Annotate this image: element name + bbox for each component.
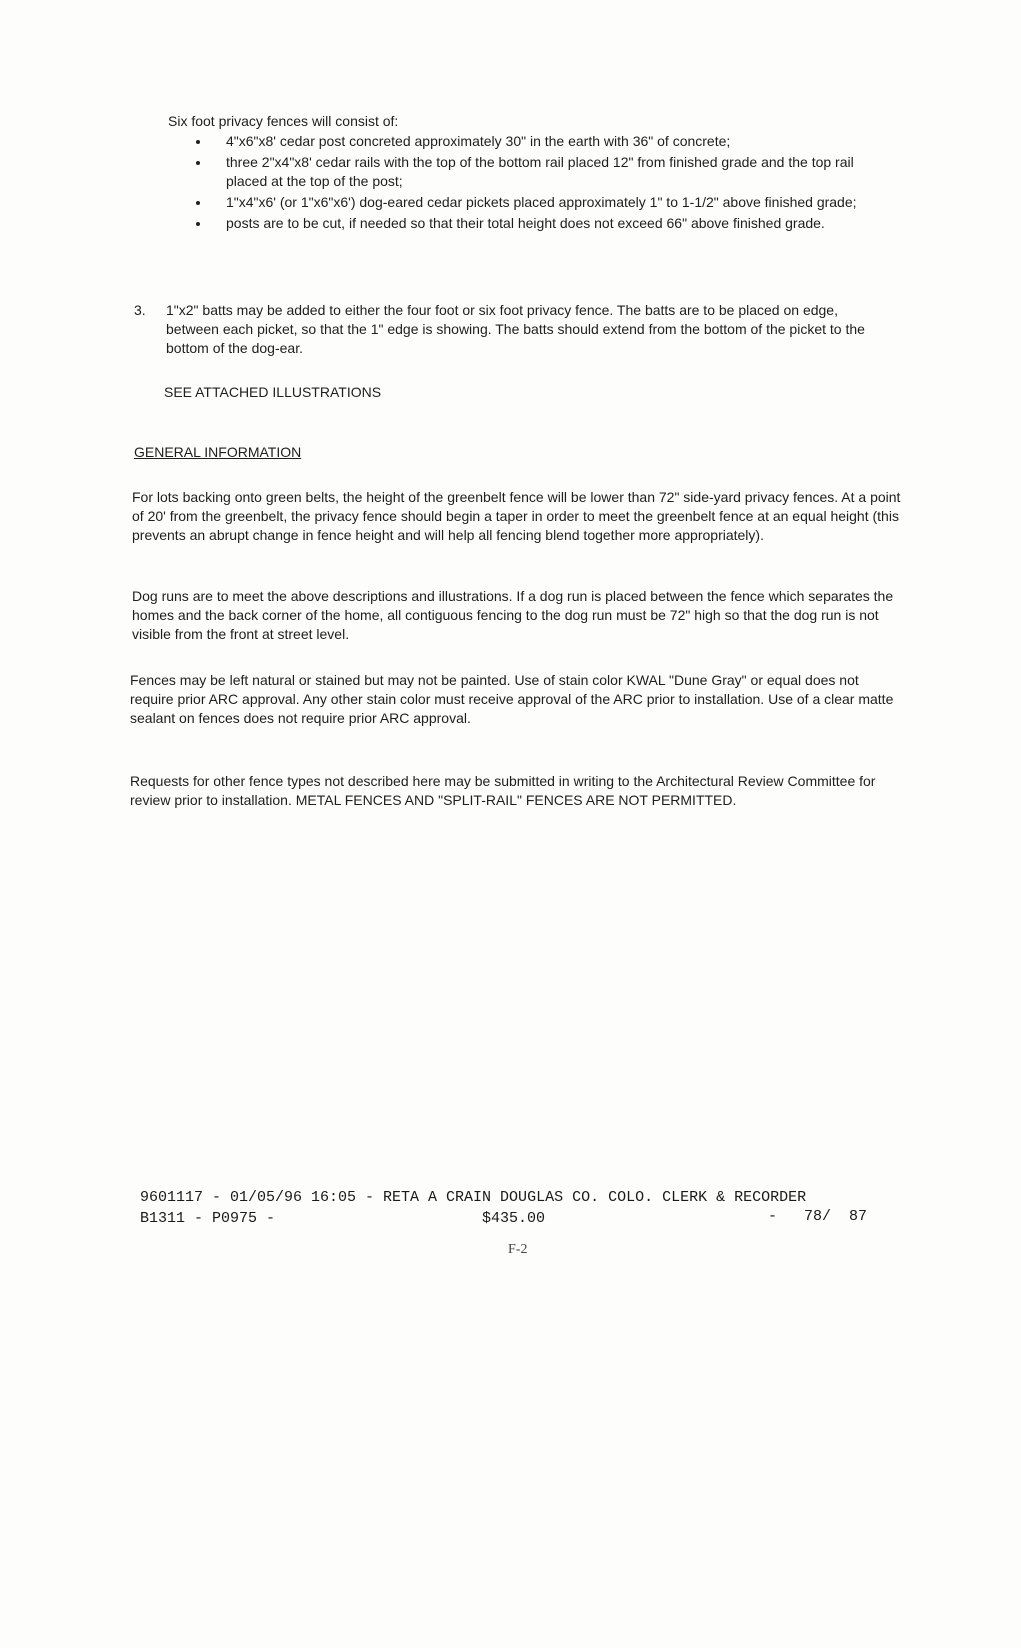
list-item bbox=[196, 132, 876, 151]
recording-stamp-line: 9601117 - 01/05/96 16:05 - RETA A CRAIN DOUGLAS CO. COLO. CLERK & RECORDER bbox=[140, 1189, 807, 1206]
list-item-text: 4"x6"x8' cedar post concreted approximately 30" in the earth with 36" of concrete; bbox=[226, 133, 731, 149]
greenbelt-paragraph: For lots backing onto green belts, the height of the greenbelt fence will be lower than 72" side-yard privacy fences. At a point of 20' from the greenbelt, the privacy fence should begin a taper in order to meet the greenbelt fence at an equal height (this prevents an abrupt change in fence height and will help all fencing blend together more appropriately). bbox=[132, 489, 901, 543]
list-item-text: three 2"x4"x8' cedar rails with the top of the bottom rail placed 12" from finished grade and the top rail placed at the top of the post; bbox=[226, 154, 854, 189]
list-item bbox=[196, 193, 876, 212]
item-number: 3. bbox=[134, 302, 146, 318]
stain-paragraph: Fences may be left natural or stained but may not be painted. Use of stain color KWAL "Dune Gray" or equal does not require prior ARC approval. Any other stain color must receive approval of the ARC prior to installation. Use of a clear matte sealant on fences does not require prior ARC approval. bbox=[130, 672, 894, 726]
list-item bbox=[196, 153, 876, 191]
bullet-icon bbox=[196, 161, 200, 165]
six-foot-intro: Six foot privacy fences will consist of: bbox=[168, 113, 399, 129]
list-item-text: posts are to be cut, if needed so that their total height does not exceed 66" above finished grade. bbox=[226, 215, 825, 231]
recording-fee: $435.00 bbox=[482, 1210, 546, 1227]
list-item-text: 1"x4"x6' (or 1"x6"x6') dog-eared cedar pickets placed approximately 1" to 1-1/2" above finished grade; bbox=[226, 194, 857, 210]
bullet-icon bbox=[196, 222, 200, 226]
page-label: F-2 bbox=[508, 1242, 528, 1257]
recording-page-count: - 78/ 87 bbox=[768, 1208, 868, 1225]
bullet-icon bbox=[196, 140, 200, 144]
book-page-number: B1311 - P0975 - bbox=[140, 1210, 276, 1227]
six-foot-spec-list bbox=[196, 132, 876, 235]
dog-run-paragraph: Dog runs are to meet the above descriptions and illustrations. If a dog run is placed between the fence which separates the homes and the back corner of the home, all contiguous fencing to the dog run must be 72" high so that the dog run is not visible from the front at street level. bbox=[132, 588, 894, 642]
general-information-heading: GENERAL INFORMATION bbox=[134, 444, 302, 460]
batts-text: 1"x2" batts may be added to either the four foot or six foot privacy fence. The batts are to be placed on edge, between each picket, so that the 1" edge is showing. The batts should extend from the bottom of the picket to the bottom of the dog-ear. bbox=[166, 302, 865, 356]
other-fence-types-paragraph: Requests for other fence types not described here may be submitted in writing to the Architectural Review Committee for review prior to installation. METAL FENCES AND "SPLIT-RAIL" FENCES ARE NOT PERMITTED. bbox=[130, 773, 876, 808]
list-item bbox=[196, 214, 876, 233]
see-attached-note: SEE ATTACHED ILLUSTRATIONS bbox=[164, 384, 382, 400]
bullet-icon bbox=[196, 201, 200, 205]
